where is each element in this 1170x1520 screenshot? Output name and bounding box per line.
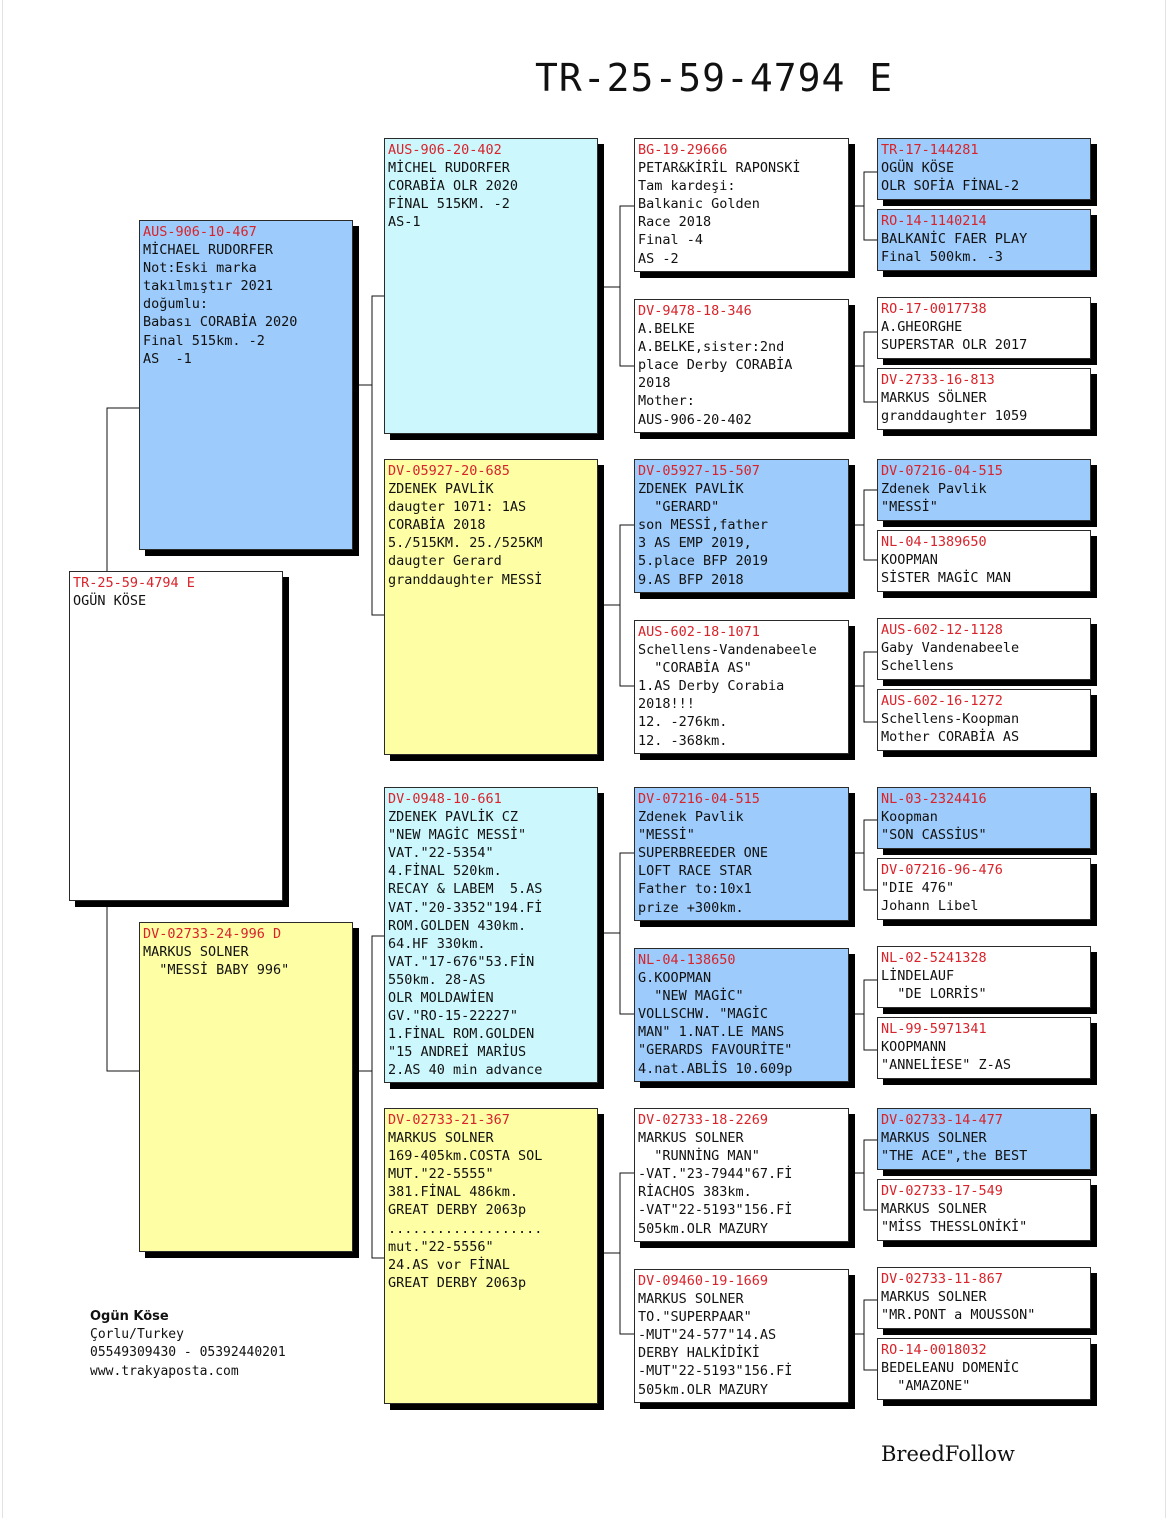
ring-number: DV-05927-15-507 [638, 463, 760, 479]
ring-number: AUS-602-18-1071 [638, 624, 760, 640]
card-line: MARKUS SOLNER [143, 944, 249, 961]
card-line: 505km.OLR MAZURY [638, 1220, 769, 1237]
card-line: "RUNNİNG MAN" [638, 1148, 760, 1165]
card-line: KOOPMAN [881, 552, 938, 569]
ring-number: BG-19-29666 [638, 142, 728, 158]
card-line: VAT."20-3352"194.Fİ [388, 899, 543, 916]
card-line: MİCHEL RUDORFER [388, 160, 510, 177]
card-line: Final 500km. -3 [881, 249, 1003, 266]
card-line: ZDENEK PAVLİK CZ [388, 809, 519, 826]
card-line: 24.AS vor FİNAL [388, 1256, 510, 1273]
card-line: 3 AS EMP 2019, [638, 535, 752, 552]
card-line: Mother: [638, 393, 695, 410]
card-line: Final 515km. -2 [143, 332, 265, 349]
card-line: OGÜN KÖSE [881, 160, 955, 177]
card-line: "MESSİ" [638, 827, 695, 844]
card-line: BEDELEANU DOMENİC [881, 1360, 1020, 1377]
card-line: KOOPMANN [881, 1039, 947, 1056]
gen5-card-5 [877, 459, 1091, 521]
ring-number: NL-99-5971341 [881, 1021, 987, 1037]
card-line: VAT."17-676"53.FİN [388, 953, 535, 970]
card-line: G.KOOPMAN [638, 970, 712, 987]
card-line: 2018!!! [638, 696, 695, 713]
owner-phones: 05549309430 - 05392440201 [90, 1345, 286, 1361]
ring-number: DV-2733-16-813 [881, 372, 995, 388]
card-line: "15 ANDREİ MARİUS [388, 1044, 527, 1061]
card-line: MİCHAEL RUDORFER [143, 242, 274, 259]
card-line: 5./515KM. 25./525KM [388, 535, 543, 552]
card-line: VOLLSCHW. "MAGİC [638, 1006, 769, 1023]
brand-logo-text: BreedFollow [881, 1442, 1015, 1466]
card-line: -MUT"22-5193"156.Fİ [638, 1363, 793, 1380]
card-line: MARKUS SOLNER [638, 1130, 744, 1147]
card-line: son MESSİ,father [638, 517, 769, 534]
card-line: 2.AS 40 min advance [388, 1062, 543, 1079]
card-line: CORABİA 2018 [388, 517, 486, 534]
card-line: RECAY & LABEM 5.AS [388, 881, 543, 898]
ring-number: NL-03-2324416 [881, 791, 987, 807]
ring-number: DV-02733-24-996 D [143, 926, 282, 942]
card-line: -MUT"24-577"14.AS [638, 1327, 777, 1344]
gen5-card-10 [877, 858, 1091, 920]
card-line: Race 2018 [638, 214, 712, 231]
card-line: "DIE 476" [881, 880, 955, 897]
owner-city: Çorlu/Turkey [90, 1327, 184, 1343]
gen5-card-12 [877, 1017, 1091, 1079]
card-line: 9.AS BFP 2018 [638, 571, 744, 588]
card-line: VAT."22-5354" [388, 845, 494, 862]
card-line: OLR MOLDAWİEN [388, 990, 494, 1007]
card-line: AS -1 [143, 350, 192, 367]
card-line: BALKANİC FAER PLAY [881, 231, 1028, 248]
card-line: "THE ACE",the BEST [881, 1148, 1028, 1165]
card-line: MARKUS SOLNER [881, 1201, 987, 1218]
card-line: granddaughter MESSİ [388, 571, 543, 588]
ring-number: AUS-602-16-1272 [881, 693, 1003, 709]
gen4-card-7 [634, 1108, 849, 1242]
card-line: 2018 [638, 375, 671, 392]
card-line: "GERARDS FAVOURİTE" [638, 1042, 793, 1059]
ring-number: RO-14-0018032 [881, 1342, 987, 1358]
card-line: MAN" 1.NAT.LE MANS [638, 1024, 785, 1041]
card-line: "SON CASSİUS" [881, 827, 987, 844]
card-line: Balkanic Golden [638, 196, 760, 213]
ring-number: DV-07216-04-515 [881, 463, 1003, 479]
gen3-card-dam-sire [384, 787, 598, 1083]
card-line: Tam kardeşi: [638, 178, 736, 195]
ring-number: DV-07216-04-515 [638, 791, 760, 807]
card-line: AS-1 [388, 214, 421, 231]
card-line: 381.FİNAL 486km. [388, 1184, 519, 1201]
card-line: Schellens-Koopman [881, 711, 1020, 728]
ring-number: NL-02-5241328 [881, 950, 987, 966]
card-line: 4.FİNAL 520km. [388, 863, 502, 880]
card-line: Mother CORABİA AS [881, 729, 1020, 746]
ring-number: AUS-906-10-467 [143, 224, 257, 240]
card-line: ROM.GOLDEN 430km. [388, 917, 527, 934]
card-line: Schellens [881, 658, 955, 675]
gen5-card-15 [877, 1267, 1091, 1329]
card-line: AUS-906-20-402 [638, 411, 752, 428]
card-line: Zdenek Pavlik [638, 809, 744, 826]
card-line: MARKUS SOLNER [638, 1291, 744, 1308]
owner-website: www.trakyaposta.com [90, 1363, 239, 1379]
card-line: 169-405km.COSTA SOL [388, 1148, 543, 1165]
card-line: ZDENEK PAVLİK [638, 481, 744, 498]
card-line: MARKUS SOLNER [388, 1130, 494, 1147]
gen5-card-7 [877, 618, 1091, 680]
card-line: Final -4 [638, 232, 704, 249]
gen4-card-6 [634, 948, 849, 1082]
card-line: MARKUS SOLNER [881, 1130, 987, 1147]
card-line: DERBY HALKİDİKİ [638, 1345, 760, 1362]
pedigree-title: TR-25-59-4794 E [535, 56, 894, 100]
card-line: -VAT."23-7944"67.Fİ [638, 1166, 793, 1183]
card-line: "AMAZONE" [881, 1378, 971, 1395]
card-line: Johann Libel [881, 898, 979, 915]
card-line: LİNDELAUF [881, 968, 955, 985]
card-line: CORABİA OLR 2020 [388, 178, 519, 195]
card-line: 1.AS Derby Corabia [638, 678, 785, 695]
gen5-card-1 [877, 138, 1091, 200]
card-line: -VAT"22-5193"156.Fİ [638, 1202, 793, 1219]
card-line: daugter Gerard [388, 553, 502, 570]
card-line: 1.FİNAL ROM.GOLDEN [388, 1026, 535, 1043]
gen4-card-5 [634, 787, 849, 921]
ring-number: DV-02733-21-367 [388, 1112, 510, 1128]
gen4-card-2 [634, 299, 849, 433]
card-line: granddaughter 1059 [881, 408, 1028, 425]
card-line: MARKUS SOLNER [881, 1289, 987, 1306]
gen5-card-13 [877, 1108, 1091, 1170]
card-line: "GERARD" [638, 499, 720, 516]
ring-number: DV-9478-18-346 [638, 303, 752, 319]
ring-number: DV-02733-14-477 [881, 1112, 1003, 1128]
gen3-card-sire-dam [384, 459, 598, 755]
card-line: OGÜN KÖSE [73, 593, 147, 610]
ring-number: RO-17-0017738 [881, 301, 987, 317]
gen5-card-4 [877, 368, 1091, 430]
owner-contact [90, 1308, 286, 1381]
gen4-card-4 [634, 620, 849, 754]
card-line: Not:Eski marka [143, 260, 257, 277]
card-line: Zdenek Pavlik [881, 481, 987, 498]
card-line: FİNAL 515KM. -2 [388, 196, 510, 213]
card-line: RİACHOS 383km. [638, 1184, 752, 1201]
card-line: MARKUS SÖLNER [881, 390, 987, 407]
ring-number: TR-25-59-4794 E [73, 575, 195, 591]
ring-number: AUS-906-20-402 [388, 142, 502, 158]
card-line: 550km. 28-AS [388, 971, 486, 988]
gen5-card-6 [877, 530, 1091, 592]
owner-name: Ogün Köse [90, 1309, 169, 1324]
card-line: MUT."22-5555" [388, 1166, 494, 1183]
card-line: SUPERBREEDER ONE [638, 845, 769, 862]
gen5-card-11 [877, 946, 1091, 1008]
card-line: Gaby Vandenabeele [881, 640, 1020, 657]
card-line: 4.nat.ABLİS 10.609p [638, 1060, 793, 1077]
card-line: SUPERSTAR OLR 2017 [881, 337, 1028, 354]
card-line: "DE LORRİS" [881, 986, 987, 1003]
card-line: OLR SOFİA FİNAL-2 [881, 178, 1020, 195]
card-line: 505km.OLR MAZURY [638, 1381, 769, 1398]
card-line: "MESSİ BABY 996" [143, 962, 290, 979]
ring-number: DV-05927-20-685 [388, 463, 510, 479]
ring-number: TR-17-144281 [881, 142, 979, 158]
card-line: ZDENEK PAVLİK [388, 481, 494, 498]
ring-number: DV-02733-17-549 [881, 1183, 1003, 1199]
gen5-card-14 [877, 1179, 1091, 1241]
gen5-card-3 [877, 297, 1091, 359]
gen5-card-2 [877, 209, 1091, 271]
card-line: GREAT DERBY 2063p [388, 1274, 527, 1291]
card-line: Babası CORABİA 2020 [143, 314, 298, 331]
card-line: Koopman [881, 809, 938, 826]
ring-number: NL-04-138650 [638, 952, 736, 968]
card-line: AS -2 [638, 250, 679, 267]
card-line: prize +300km. [638, 899, 744, 916]
card-line: 12. -368km. [638, 732, 728, 749]
gen3-card-dam-dam [384, 1108, 598, 1404]
card-line: A.BELKE [638, 321, 695, 338]
card-line: "MİSS THESSLONİKİ" [881, 1219, 1028, 1236]
card-line: daugter 1071: 1AS [388, 499, 527, 516]
subject-bird-card [69, 571, 283, 901]
card-line: "NEW MAGİC" [638, 988, 744, 1005]
card-line: GV."RO-15-22227" [388, 1008, 519, 1025]
card-line: "MESSİ" [881, 499, 938, 516]
card-line: "NEW MAGİC MESSİ" [388, 827, 527, 844]
ring-number: DV-02733-18-2269 [638, 1112, 769, 1128]
card-line: Father to:10x1 [638, 881, 752, 898]
gen4-card-1 [634, 138, 849, 272]
card-line: A.BELKE,sister:2nd [638, 339, 785, 356]
ring-number: NL-04-1389650 [881, 534, 987, 550]
gen4-card-3 [634, 459, 849, 593]
card-line: SİSTER MAGİC MAN [881, 570, 1012, 587]
card-line: 12. -276km. [638, 714, 728, 731]
ring-number: AUS-602-12-1128 [881, 622, 1003, 638]
ring-number: DV-07216-96-476 [881, 862, 1003, 878]
card-line: LOFT RACE STAR [638, 863, 752, 880]
ring-number: RO-14-1140214 [881, 213, 987, 229]
card-line: takılmıştır 2021 [143, 278, 274, 295]
gen4-card-8 [634, 1269, 849, 1403]
ring-number: DV-02733-11-867 [881, 1271, 1003, 1287]
card-line: GREAT DERBY 2063p [388, 1202, 527, 1219]
card-line: Schellens-Vandenabeele [638, 642, 817, 659]
card-line: "CORABİA AS" [638, 660, 752, 677]
gen5-card-9 [877, 787, 1091, 849]
card-line: TO."SUPERPAAR" [638, 1309, 752, 1326]
card-line: "MR.PONT a MOUSSON" [881, 1307, 1036, 1324]
ring-number: DV-09460-19-1669 [638, 1273, 769, 1289]
gen5-card-8 [877, 689, 1091, 751]
card-line: PETAR&KİRİL RAPONSKİ [638, 160, 801, 177]
gen3-card-sire-sire [384, 138, 598, 434]
card-line: 5.place BFP 2019 [638, 553, 769, 570]
gen5-card-16 [877, 1338, 1091, 1400]
card-line: doğumlu: [143, 296, 209, 313]
card-line: A.GHEORGHE [881, 319, 963, 336]
dam-card [139, 922, 353, 1252]
sire-card [139, 220, 353, 550]
ring-number: DV-0948-10-661 [388, 791, 502, 807]
card-line: mut."22-5556" [388, 1238, 494, 1255]
card-line: 64.HF 330km. [388, 935, 486, 952]
card-line: "ANNELİESE" Z-AS [881, 1057, 1012, 1074]
card-line: ................... [388, 1220, 543, 1237]
card-line: place Derby CORABİA [638, 357, 793, 374]
